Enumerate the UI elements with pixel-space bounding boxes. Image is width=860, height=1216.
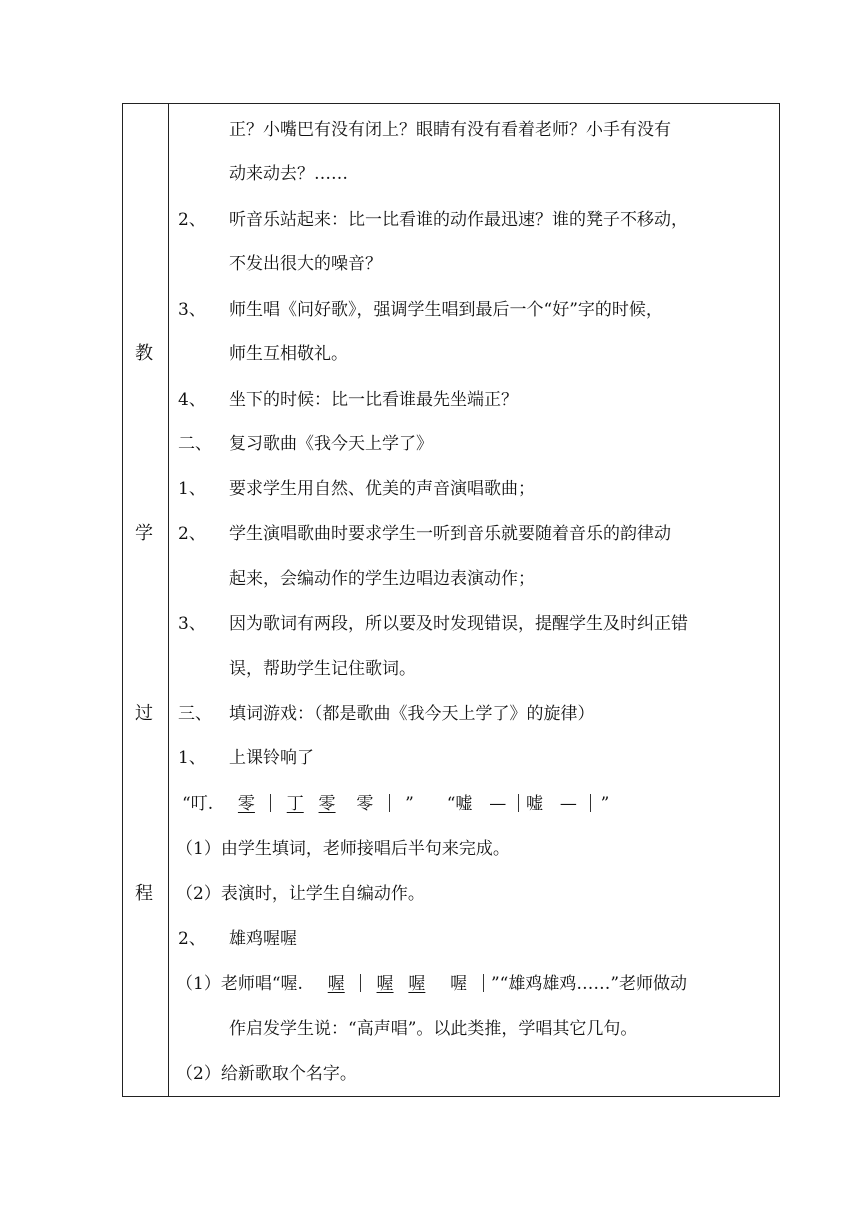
text-line: 不发出很大的噪音？ (229, 254, 382, 274)
bar-line (270, 794, 271, 812)
text-line: 因为歌词有两段，所以要及时发现错误，提醒学生及时纠正错 (229, 614, 688, 634)
bar-line (590, 794, 591, 812)
score-text: 喔 (408, 974, 426, 994)
bar-line (518, 794, 519, 812)
side-label-char: 教 (135, 343, 153, 364)
item-number: 2、 (178, 210, 206, 230)
bar-line (360, 974, 361, 992)
text-line: 雄鸡喔喔 (229, 929, 297, 949)
text-line: 作启发学生说：“高声唱”。以此类推，学唱其它几句。 (229, 1019, 638, 1039)
score-text: — (559, 794, 577, 814)
score-text: 喔 (376, 974, 394, 994)
text-line: 动来动去？…… (229, 164, 348, 184)
item-number: 2、 (178, 929, 206, 949)
item-number: 3、 (178, 300, 206, 320)
score-text: “叮. (182, 794, 214, 814)
side-label-char: 学 (135, 523, 153, 544)
item-number: 4、 (178, 390, 206, 410)
item-number: 3、 (178, 614, 206, 634)
score-text: ” (600, 794, 610, 814)
text-line: 复习歌曲《我今天上学了》 (229, 434, 433, 454)
score-text: 零 (318, 794, 336, 814)
text-line: 学生演唱歌曲时要求学生一听到音乐就要随着音乐的韵律动 (229, 524, 671, 544)
text-line: 误，帮助学生记住歌词。 (229, 659, 416, 679)
score-text: 喔 (450, 974, 468, 994)
side-label-char: 程 (135, 883, 153, 904)
text-line: 师生唱《问好歌》，强调学生唱到最后一个“好”字的时候， (229, 300, 663, 320)
text-line: 听音乐站起来：比一比看谁的动作最迅速？谁的凳子不移动， (229, 210, 688, 230)
section-number: 三、 (178, 704, 212, 724)
item-number: 1、 (178, 479, 206, 499)
text-line: （1）由学生填词，老师接唱后半句来完成。 (176, 839, 510, 859)
score-text: 喔 (327, 974, 345, 994)
item-number: 1、 (178, 748, 206, 768)
score-text: — (489, 794, 507, 814)
text-line: 要求学生用自然、优美的声音演唱歌曲； (229, 479, 535, 499)
bar-line (483, 974, 484, 992)
text-line: （2）给新歌取个名字。 (176, 1064, 357, 1084)
score-text: 零 (237, 794, 255, 814)
score-text: ”“雄鸡雄鸡……”老师做动 (490, 974, 688, 994)
score-text: ” (405, 794, 414, 814)
text-line: （2）表演时，让学生自编动作。 (176, 884, 425, 904)
score-text: 嘘 (526, 794, 544, 814)
text-line: 坐下的时候：比一比看谁最先坐端正？ (229, 390, 518, 410)
bar-line (389, 794, 390, 812)
section-number: 二、 (178, 434, 212, 454)
text-line: 上课铃响了 (229, 748, 314, 768)
score-text: “嘘 (446, 794, 473, 814)
score-text: （1）老师唱“喔. (176, 974, 303, 994)
score-line (176, 974, 687, 994)
text-line: 正？小嘴巴有没有闭上？眼睛有没有看着老师？小手有没有 (229, 120, 671, 140)
score-text: 丁 (286, 794, 304, 814)
score-line (182, 794, 609, 814)
score-text: 零 (356, 794, 374, 814)
side-label-char: 过 (135, 703, 153, 724)
text-line: 师生互相敬礼。 (229, 344, 348, 364)
text-line: 起来，会编动作的学生边唱边表演动作； (229, 569, 535, 589)
item-number: 2、 (178, 524, 206, 544)
text-line: 填词游戏：（都是歌曲《我今天上学了》的旋律） (229, 704, 595, 724)
